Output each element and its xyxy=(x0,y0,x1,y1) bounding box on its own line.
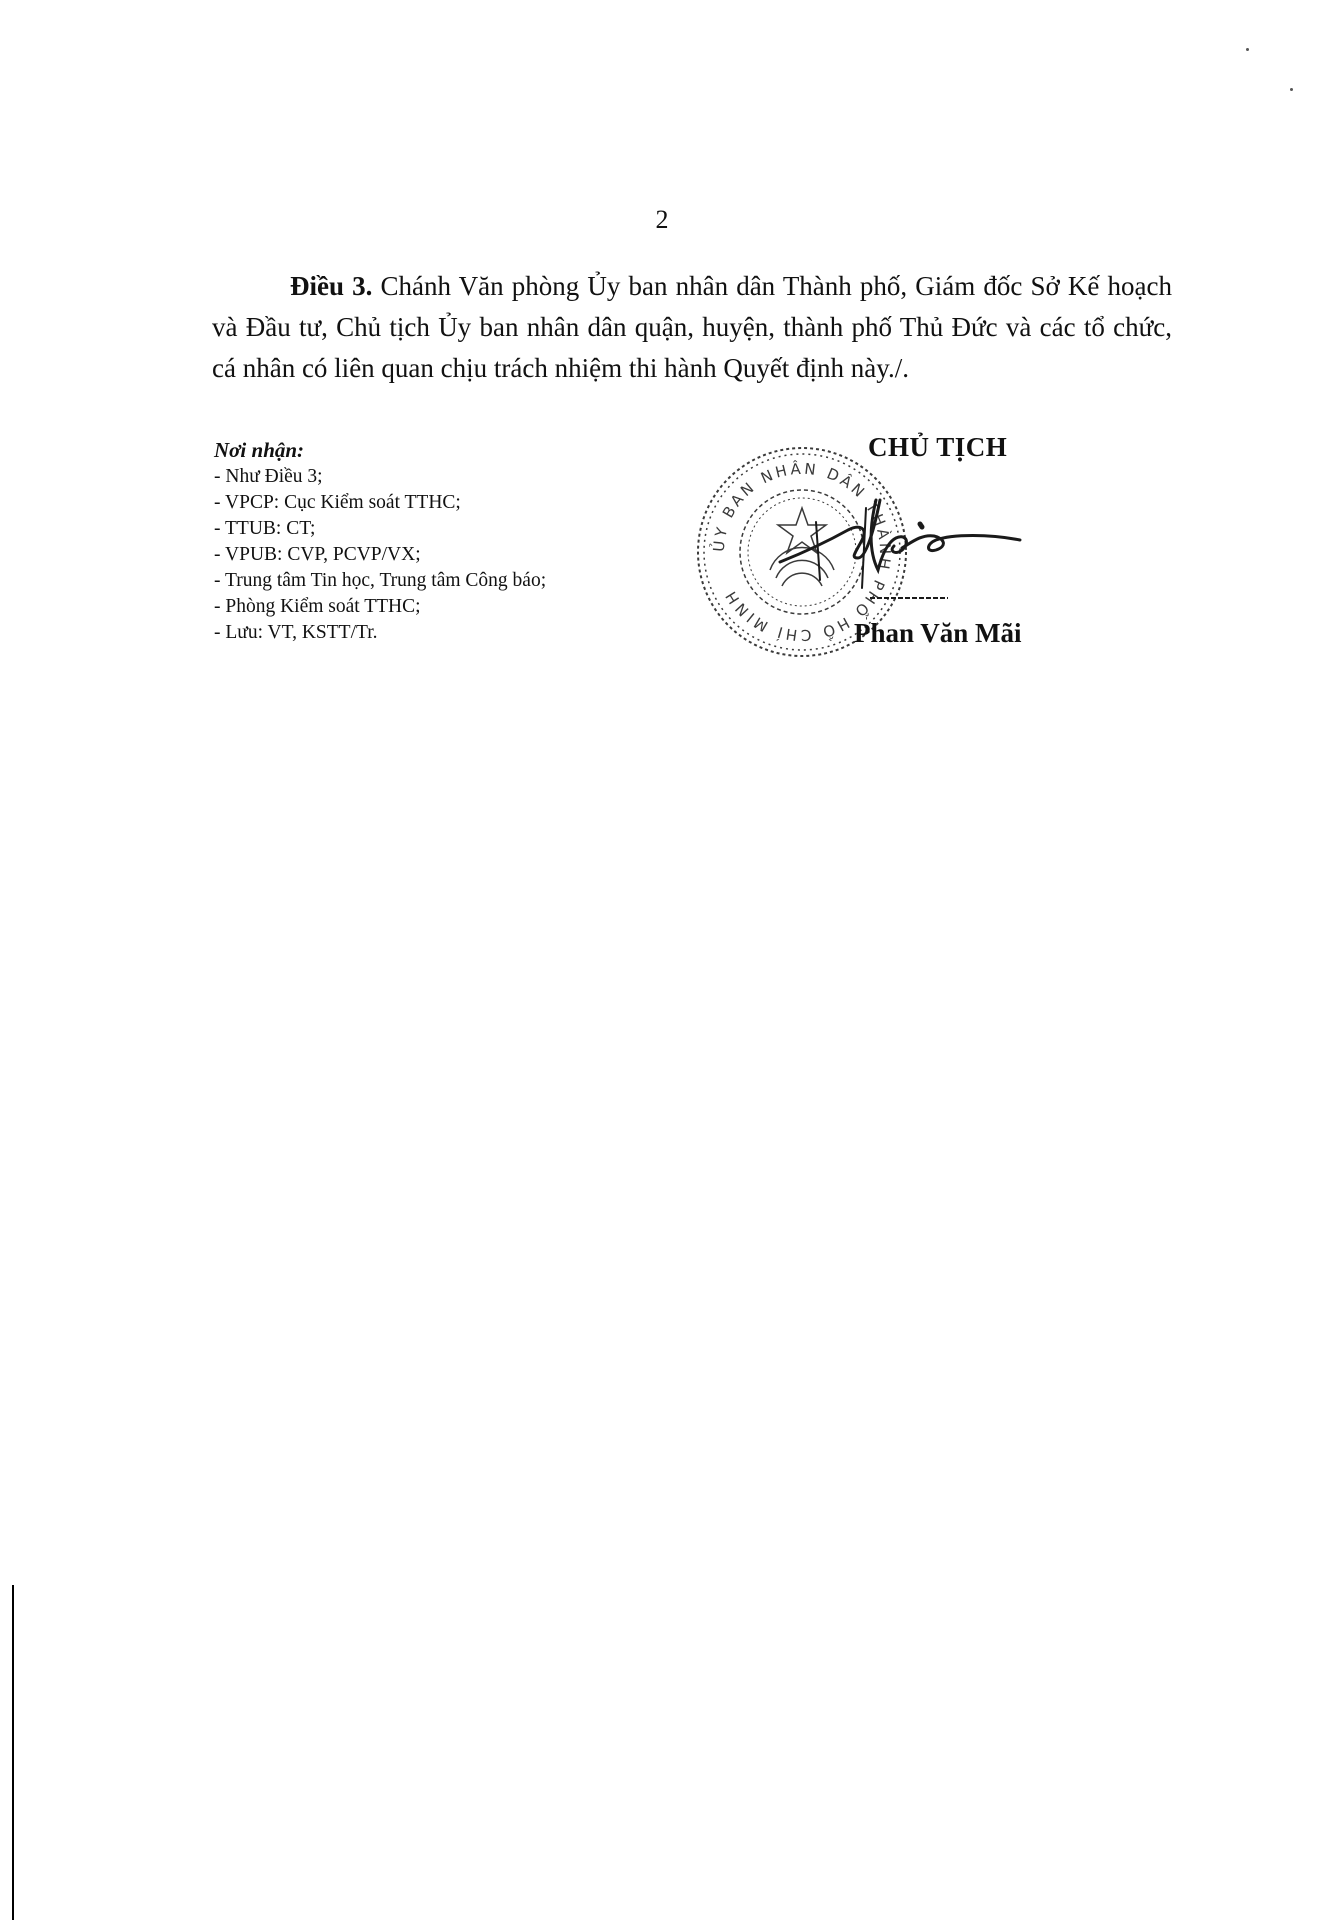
recipient-item: - VPCP: Cục Kiểm soát TTHC; xyxy=(214,492,461,513)
recipient-item: - VPUB: CVP, PCVP/VX; xyxy=(214,544,421,565)
recipient-item: - Phòng Kiểm soát TTHC; xyxy=(214,596,421,617)
signature-block xyxy=(690,430,1150,670)
scan-speck xyxy=(1246,48,1249,51)
article-3 xyxy=(212,266,1172,389)
recipients-list xyxy=(214,464,674,646)
signer-title: CHỦ TỊCH xyxy=(868,432,1008,462)
recipients-block xyxy=(214,436,674,646)
article-body: Chánh Văn phòng Ủy ban nhân dân Thành phố, Giám đốc Sở Kế hoạch và Đầu tư, Chủ tịch Ủy ban nhân dân quận, huyện, thành phố Thủ Đức và các tổ chức, cá nhân có liên quan chịu trách nhiệm thi hành Quyết định này./. xyxy=(212,271,1173,383)
article-3-paragraph xyxy=(212,266,1172,389)
page-number: 2 xyxy=(655,205,669,234)
recipients-title: Nơi nhận: xyxy=(214,438,305,462)
scan-speck xyxy=(1290,88,1293,91)
recipient-item: - Lưu: VT, KSTT/Tr. xyxy=(214,622,378,643)
signer-name: Phan Văn Mãi xyxy=(854,618,1022,648)
recipient-item: - Trung tâm Tin học, Trung tâm Công báo; xyxy=(214,570,547,591)
article-heading: Điều 3. xyxy=(290,271,373,301)
seal-ring-text: ỦY BAN NHÂN DÂN THÀNH PHỐ HỒ CHÍ MINH xyxy=(709,459,895,645)
recipient-item: - TTUB: CT; xyxy=(214,518,316,539)
scan-margin-line xyxy=(12,1585,14,1920)
recipient-item: - Như Điều 3; xyxy=(214,466,323,487)
